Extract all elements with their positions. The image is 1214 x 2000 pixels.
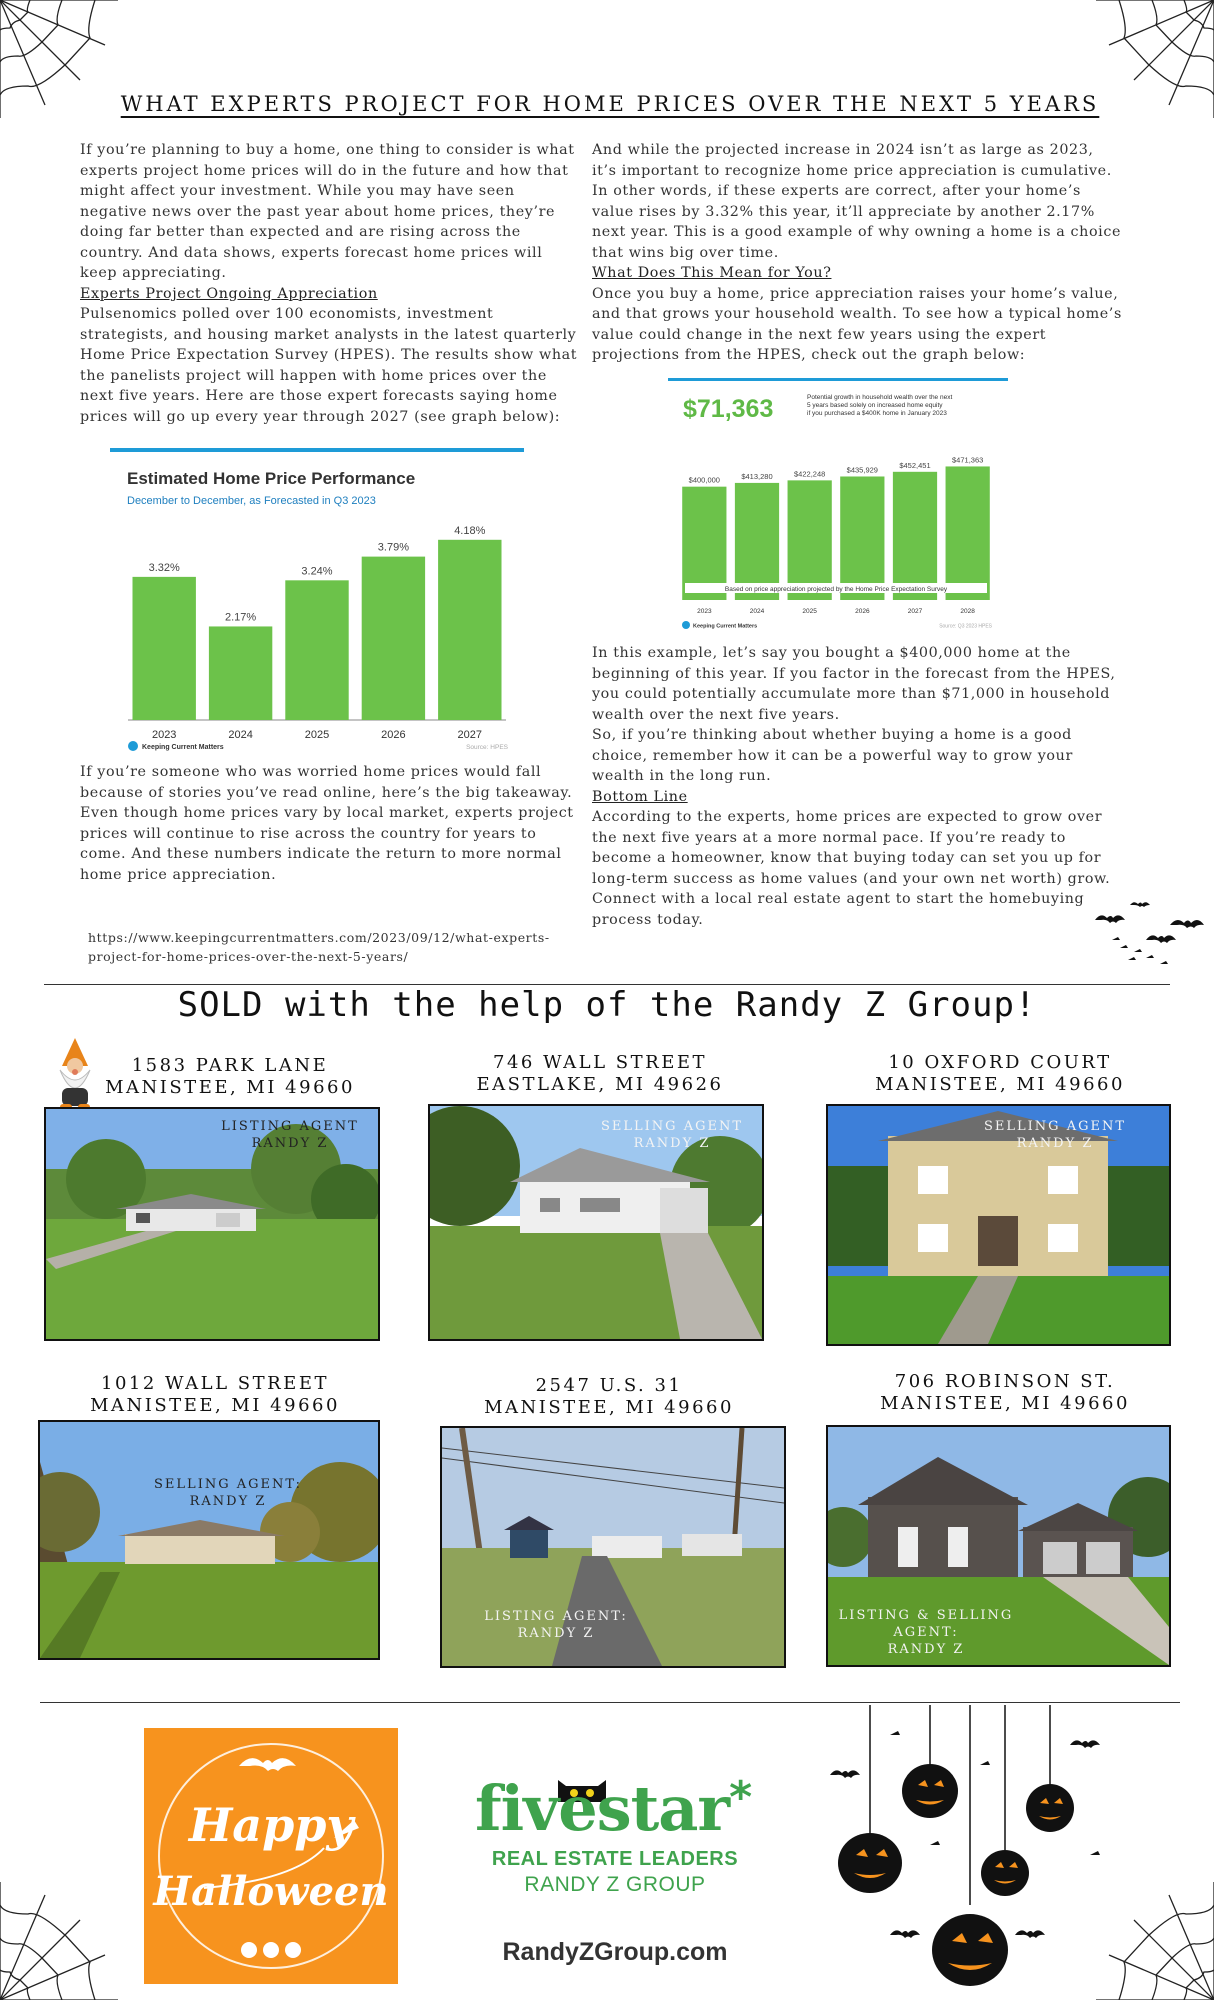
fivestar-logo <box>475 1772 755 1845</box>
chart-data-label: $422,248 <box>794 469 826 479</box>
halloween-line2: Halloween <box>153 1868 389 1915</box>
listing-address: 746 WALL STREET EASTLAKE, MI 49626 <box>476 1052 724 1095</box>
listing-photo[interactable] <box>38 1420 380 1660</box>
spider-web-icon <box>0 1880 120 2000</box>
chart-data-label: $435,929 <box>846 465 878 475</box>
right-column-top <box>592 140 1122 366</box>
chart-brand: Keeping Current Matters <box>142 744 224 751</box>
right-column-bottom <box>592 643 1122 930</box>
spider-web-icon <box>1094 0 1214 120</box>
chart-tick-label: 2025 <box>304 729 330 741</box>
chart-tick-label: 2023 <box>697 608 712 615</box>
page-title: WHAT EXPERTS PROJECT FOR HOME PRICES OVER THE NEXT 5 YEARS <box>120 92 1100 116</box>
chart-bar <box>438 540 501 720</box>
agent-label: LISTING AGENT RANDY Z <box>221 1119 359 1151</box>
chart-data-label: $471,363 <box>952 455 984 465</box>
listing-address: 1583 PARK LANE MANISTEE, MI 49660 <box>105 1055 355 1098</box>
agent-label: SELLING AGENT RANDY Z <box>984 1119 1126 1151</box>
sold-heading: SOLD with the help of the Randy Z Group! <box>177 985 1037 1025</box>
listing-address: 2547 U.S. 31 MANISTEE, MI 49660 <box>484 1375 734 1418</box>
halloween-decor-icon <box>144 1728 398 1984</box>
cumulative-paragraph: And while the projected increase in 2024 isn’t as large as 2023, it’s important to recognize home price appreciation is cumulative. In other words, if these experts are correct, after your home’s value rises by 3.32% this year, it’ll appreciate by another 2.17% next year. This is a good example of why owning a home is a choice that wins big over time. <box>592 142 1122 261</box>
listing-address: 706 ROBINSON ST. MANISTEE, MI 49660 <box>880 1371 1130 1414</box>
section-heading: Experts Project Ongoing Appreciation <box>80 285 378 302</box>
chart-tick-label: 2026 <box>855 608 870 615</box>
chart-tick-label: 2024 <box>228 729 253 741</box>
brand-logo-icon <box>682 621 690 629</box>
bats-icon <box>1090 900 1205 980</box>
chart-bar <box>840 476 884 600</box>
chart-subtitle: December to December, as Forecasted in Q3 2023 <box>127 495 376 507</box>
agent-label: LISTING & SELLING AGENT: RANDY Z <box>838 1608 1014 1657</box>
chart-bar <box>893 472 937 600</box>
example-paragraph: So, if you’re thinking about whether buying a home is a good choice, remember how it can be a powerful way to grow your wealth in the long run. <box>592 727 1073 784</box>
chart-tick-label: 2027 <box>907 608 923 615</box>
agent-label: LISTING AGENT: RANDY Z <box>484 1609 628 1641</box>
chart-footnote: Based on price appreciation projected by the Home Price Expectation Survey <box>724 586 948 593</box>
section-paragraph: Pulsenomics polled over 100 economists, investment strategists, and housing market analysts in the latest quarterly Home Price Expectation Survey (HPES). The results show what the panelists project will happen with home prices over the next five years. Here are those expert forecasts saying home prices will go up every year through 2027 (see graph below): <box>80 306 578 425</box>
chart-bar <box>946 466 990 600</box>
listing-address: 10 OXFORD COURT MANISTEE, MI 49660 <box>875 1052 1125 1095</box>
chart-tick-label: 2023 <box>151 729 177 741</box>
intro-paragraph: If you’re planning to buy a home, one thing to consider is what experts project home prices will do in the future and how that might affect your investment. While you may have seen negative news over the past year about home prices, they’re doing far better than expected and are rising across the country. And data shows, experts forecast home prices will keep appreciating. <box>80 142 575 281</box>
example-paragraph: In this example, let’s say you bought a $400,000 home at the beginning of this year. If you factor in the forecast from the HPES, you could potentially accumulate more than $71,000 in household wealth over the next five years. <box>592 645 1116 723</box>
agent-label: SELLING AGENT RANDY Z <box>601 1119 743 1151</box>
chart-tick-label: 2027 <box>457 729 483 741</box>
hanging-pumpkins-icon <box>830 1705 1115 1995</box>
chart-bar <box>362 557 425 720</box>
takeaway-paragraph: If you’re someone who was worried home prices would fall because of stories you’ve read online, here’s the big takeaway. Even though home prices vary by local market, experts project prices will continue to rise across the country for years to come. And these numbers indicate the return to more normal home price appreciation. <box>80 764 574 883</box>
chart-bar <box>209 626 272 720</box>
chart-data-label: 3.24% <box>301 565 333 578</box>
chart-tick-label: 2026 <box>381 729 406 741</box>
listing-address: 1012 WALL STREET MANISTEE, MI 49660 <box>90 1373 340 1416</box>
chart-tick-label: 2028 <box>960 608 975 615</box>
chart-title: Estimated Home Price Performance <box>127 469 416 488</box>
chart-source: Source: Q3 2023 HPES <box>939 623 992 630</box>
chart-bar <box>285 580 348 720</box>
chart-tick-label: 2025 <box>802 608 817 615</box>
spider-web-icon <box>0 0 120 120</box>
left-column-top <box>80 140 580 427</box>
chart-data-label: 2.17% <box>224 611 257 624</box>
chart-data-label: $400,000 <box>688 475 720 485</box>
chart-data-label: $452,451 <box>899 460 931 470</box>
chart-data-label: $413,280 <box>741 471 773 481</box>
source-link[interactable]: https://www.keepingcurrentmatters.com/2023/09/12/what-experts-project-for-home-prices-over-the-next-5-years/ <box>88 930 550 964</box>
chart-source: Source: HPES <box>466 744 508 751</box>
chart-accent-bar <box>110 448 524 452</box>
chart-data-label: 3.32% <box>148 561 180 574</box>
chart-note: Potential growth in household wealth over the next <box>807 394 953 401</box>
chart-note: 5 years based solely on increased home equity <box>807 402 943 409</box>
section-heading: Bottom Line <box>592 788 688 805</box>
bottom-line-paragraph: According to the experts, home prices are expected to grow over the next five years at a more normal pace. If you’re ready to become a homeowner, know that buying today can set you up for long-term success as home values (and your own net worth) grow. Connect with a local real estate agent to start the homebuying process today. <box>592 809 1111 928</box>
halloween-badge <box>144 1728 398 1984</box>
logo-star: * <box>729 1772 753 1823</box>
website-link[interactable]: RandyZGroup.com <box>502 1938 728 1966</box>
chart-data-label: 3.79% <box>377 541 410 554</box>
chart-brand: Keeping Current Matters <box>693 623 758 630</box>
chart-bar <box>735 483 779 600</box>
chart-bar <box>132 577 195 720</box>
halloween-line1: Happy <box>188 1798 354 1852</box>
brand-logo-icon <box>128 741 138 751</box>
section-paragraph: Once you buy a home, price appreciation raises your home’s value, and that grows your household wealth. To see how a typical home’s value could change in the next few years using the expert projections from the HPES, check out the graph below: <box>592 285 1122 363</box>
chart-accent-bar <box>668 378 1008 381</box>
logo-group-name: RANDY Z GROUP <box>524 1873 706 1896</box>
chart-tick-label: 2024 <box>749 608 765 615</box>
agent-label: SELLING AGENT: RANDY Z <box>154 1477 302 1509</box>
chart-data-label: 4.18% <box>454 524 486 537</box>
home-price-chart <box>110 448 524 756</box>
chart-note: if you purchased a $400K home in January 2023 <box>807 410 947 417</box>
chart-headline: $71,363 <box>683 395 774 423</box>
household-wealth-chart <box>668 378 1008 634</box>
footer-divider <box>40 1702 1180 1703</box>
section-heading: What Does This Mean for You? <box>592 265 832 281</box>
left-column-bottom <box>80 762 580 885</box>
logo-word: fivestar <box>475 1772 730 1845</box>
chart-bar <box>788 480 832 600</box>
logo-tagline: REAL ESTATE LEADERS <box>491 1848 739 1870</box>
